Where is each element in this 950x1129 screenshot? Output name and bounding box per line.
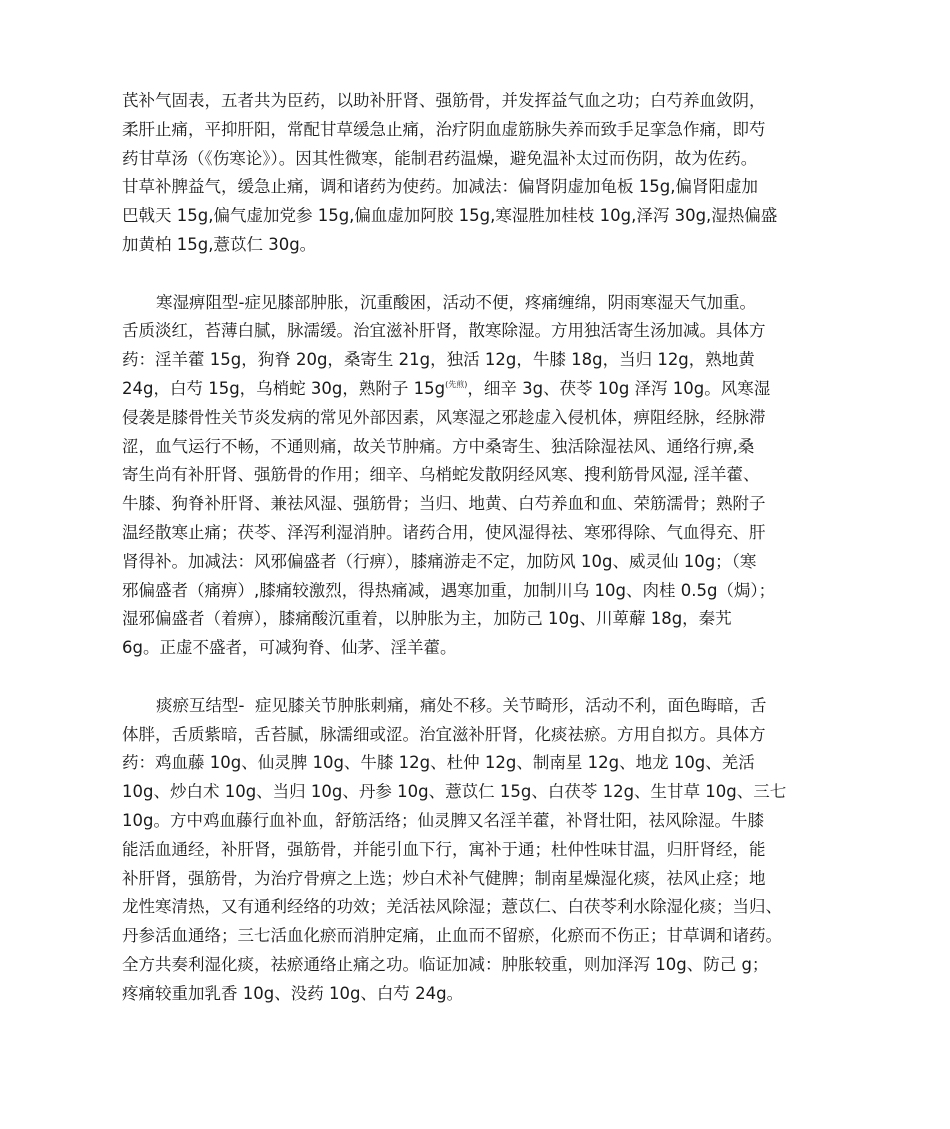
text-line: 补肝肾，强筋骨，为治疗骨痹之上选；炒白术补气健脾；制南星燥湿化痰，祛风止痉；地 (122, 868, 766, 888)
text-line: 甘草补脾益气，缓急止痛，调和诸药为使药。加减法：偏肾阴虚加龟板 15g,偏肾阳虚加 (122, 177, 758, 197)
text-line: 能活血通经，补肝肾，强筋骨，并能引血下行，寓补于通；杜仲性味甘温，归肝肾经，能 (122, 839, 766, 859)
text-line: 6g。正虚不盛者，可减狗脊、仙茅、淫羊藿。 (122, 638, 457, 658)
text-line: 丹参活血通络；三七活血化瘀而消肿定痛，止血而不留瘀，化瘀而不伤正；甘草调和诸药。 (122, 926, 782, 946)
text-line: ，细辛 3g、茯苓 10g 泽泻 10g。风寒湿 (467, 378, 771, 398)
text-line: 药甘草汤（《伤寒论》）。因其性微寒，能制君药温燥，避免温补太过而伤阴，故为佐药。 (122, 148, 758, 168)
text-line: 龙性寒清热，又有通利经络的功效；羌活祛风除湿；薏苡仁、白茯苓利水除湿化痰；当归、 (122, 897, 782, 917)
paragraph-2-cold-damp-type (122, 289, 837, 663)
text-line: 肾得补。加减法：风邪偏盛者（行痹），膝痛游走不定，加防风 10g、威灵仙 10g；（寒 (122, 551, 757, 571)
paragraph-gap (122, 260, 837, 289)
paragraph-gap (122, 663, 837, 692)
text-line: 加黄柏 15g,薏苡仁 30g。 (122, 234, 317, 254)
text-line: 体胖，舌质紫暗，舌苔腻，脉濡细或涩。治宜滋补肝肾，化痰祛瘀。方用自拟方。具体方 (122, 724, 766, 744)
text-line: 涩，血气运行不畅，不通则痛，故关节肿痛。方中桑寄生、独活除湿祛风、通络行痹,桑 (122, 436, 755, 456)
text-line: 疼痛较重加乳香 10g、没药 10g、白芍 24g。 (122, 983, 464, 1003)
paragraph-1 (122, 87, 837, 260)
text-line: 巴戟天 15g,偏气虚加党参 15g,偏血虚加阿胶 15g,寒湿胜加桂枝 10g,泽泻 30g,湿热偏盛 (122, 206, 778, 226)
text-line: 湿邪偏盛者（着痹），膝痛酸沉重着，以肿胀为主，加防己 10g、川萆薢 18g，秦艽 (122, 609, 732, 629)
text-line: 芪补气固表，五者共为臣药，以助补肝肾、强筋骨，并发挥益气血之功；白芍养血敛阴， (122, 91, 766, 110)
text-line: 柔肝止痛，平抑肝阳，常配甘草缓急止痛，治疗阴血虚筋脉失养而致手足挛急作痛，即芍 (122, 119, 766, 139)
text-line: 寒湿痹阻型-症见膝部肿胀，沉重酸困，活动不便，疼痛缠绵，阴雨寒湿天气加重。 (156, 292, 756, 312)
text-line: 药：淫羊藿 15g，狗脊 20g，桑寄生 21g，独活 12g，牛膝 18g，当归 12g，熟地黄 (122, 350, 755, 370)
text-line: 10g、炒白术 10g、当归 10g、丹参 10g、薏苡仁 15g、白茯苓 12g、生甘草 10g、三七 (122, 782, 787, 802)
text-line: 侵袭是膝骨性关节炎发病的常见外部因素，风寒湿之邪趁虚入侵机体，痹阻经脉，经脉滞 (122, 407, 766, 427)
text-line: 10g。方中鸡血藤行血补血，舒筋活络；仙灵脾又名淫羊藿，补肾壮阳，祛风除湿。牛膝 (122, 810, 764, 830)
text-line: 牛膝、狗脊补肝肾、兼祛风湿、强筋骨；当归、地黄、白芍养血和血、荣筋濡骨；熟附子 (122, 494, 766, 514)
text-line: 痰瘀互结型- 症见膝关节肿胀刺痛，痛处不移。关节畸形，活动不利，面色晦暗，舌 (156, 695, 767, 715)
text-line: 寄生尚有补肝肾、强筋骨的作用；细辛、乌梢蛇发散阴经风寒、搜利筋骨风湿, 淫羊藿、 (122, 465, 760, 485)
text-line: 全方共奏利湿化痰，祛瘀通络止痛之功。临证加减：肿胀较重，则加泽泻 10g、防己 g； (122, 954, 769, 974)
paragraph-3-phlegm-stasis-type (122, 692, 837, 1009)
text-line: 药：鸡血藤 10g、仙灵脾 10g、牛膝 12g、杜仲 12g、制南星 12g、地龙 10g、羌活 (122, 753, 755, 773)
text-line: 温经散寒止痛；茯苓、泽泻利湿消肿。诸药合用，使风湿得祛、寒邪得除、气血得充、肝 (122, 522, 766, 542)
document-page (122, 87, 837, 1009)
text-line: 24g，白芍 15g，乌梢蛇 30g，熟附子 15g (122, 378, 446, 398)
text-line: 舌质淡红，苔薄白腻，脉濡缓。治宜滋补肝肾，散寒除湿。方用独活寄生汤加减。具体方 (122, 321, 766, 341)
text-line: 邪偏盛者（痛痹）,膝痛较激烈，得热痛减，遇寒加重，加制川乌 10g、肉桂 0.5g（焗）； (122, 580, 776, 600)
decoct-first-note: (先煎) (445, 379, 468, 389)
